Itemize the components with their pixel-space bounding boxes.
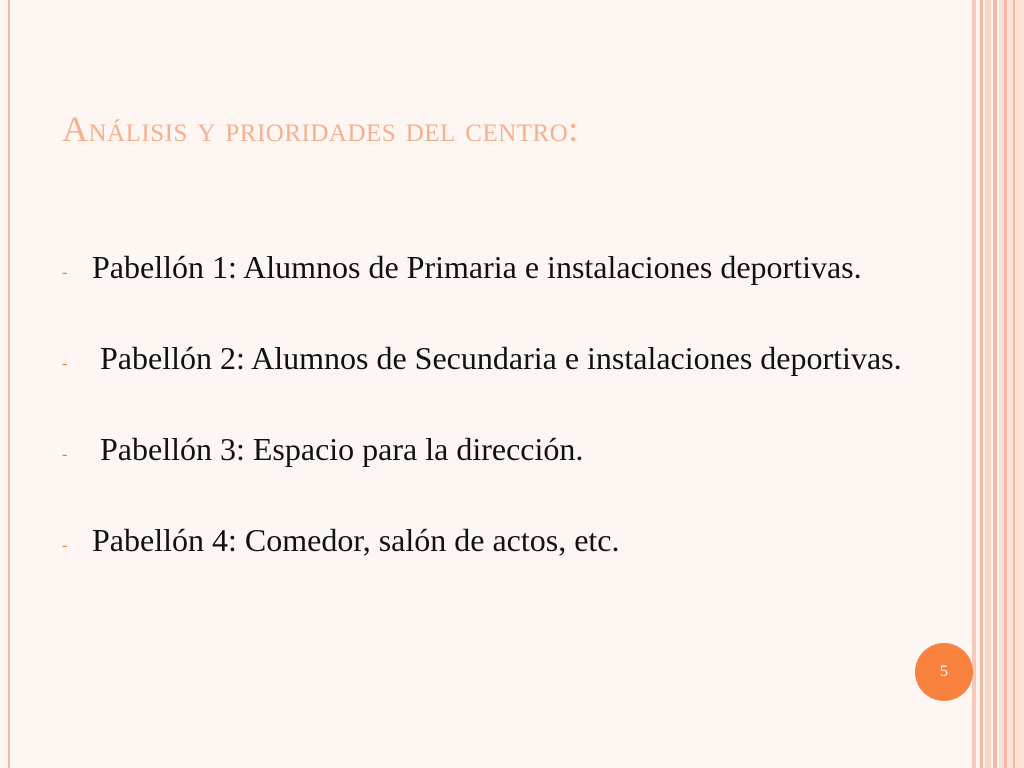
page-number-badge: 5 [915, 643, 973, 701]
right-stripe [1013, 0, 1015, 768]
bullet-text: Pabellón 2: Alumnos de Secundaria e instalaciones deportivas. [92, 340, 902, 376]
bullet-item [62, 517, 922, 563]
right-stripe [1004, 0, 1007, 768]
right-stripe [993, 0, 997, 768]
bullet-text: Pabellón 4: Comedor, salón de actos, etc. [92, 522, 620, 558]
bullet-text: Pabellón 1: Alumnos de Primaria e instalaciones deportivas. [92, 249, 862, 285]
bullet-marker: - [62, 446, 68, 463]
bullet-text: Pabellón 3: Espacio para la dirección. [92, 431, 584, 467]
right-stripe [980, 0, 983, 768]
slide-title: Análisis y prioridades del centro: [62, 109, 579, 149]
bullet-marker: - [62, 537, 68, 554]
left-border-line [8, 0, 10, 768]
bullet-item [62, 335, 922, 381]
bullet-item [62, 426, 922, 472]
right-stripe [999, 0, 1024, 768]
right-stripe [985, 0, 991, 768]
bullet-marker: - [62, 264, 68, 281]
bullet-marker: - [62, 355, 68, 372]
bullet-item [62, 244, 922, 290]
bullet-list [62, 244, 922, 563]
right-stripe [972, 0, 976, 768]
